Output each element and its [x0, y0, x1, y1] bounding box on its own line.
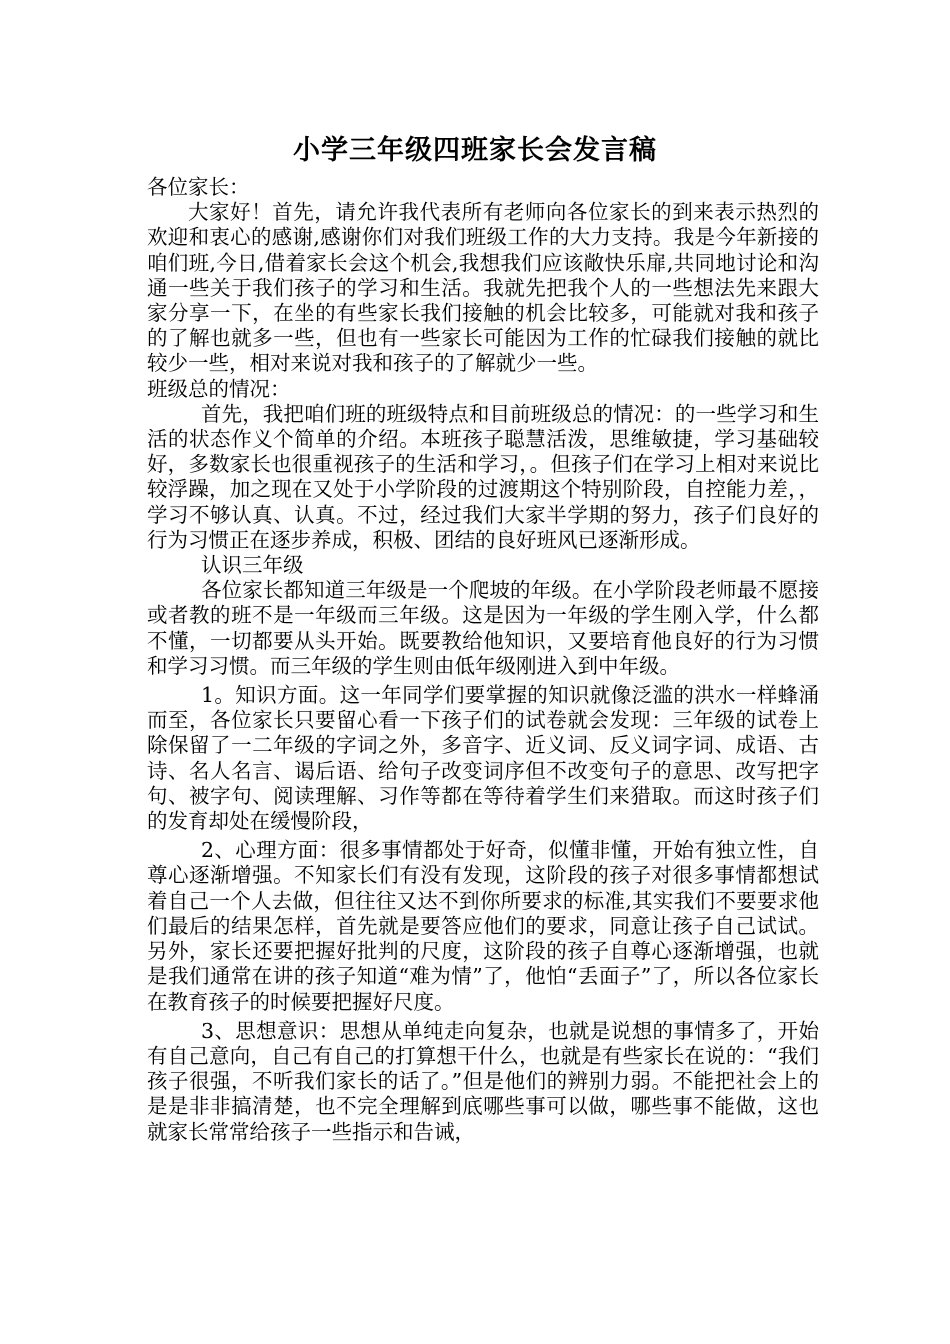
class-overview-paragraph: 首先，我把咱们班的班级特点和目前班级总的情况：的一些学习和生活的状态作义个简单的介绍。本班孩子聪慧活泼，思维敏捷，学习基础较好，多数家长也很重视孩子的生活和学习，。但孩子们在学习上相对来说比较浮躁，加之现在又处于小学阶段的过渡期这个特别阶段，自控能力差，，学习不够认真、认真。不过，经过我们大家半学期的努力，孩子们良好的行为习惯正在逐步养成，积极、团结的良好班风已逐渐形成。	[147, 401, 819, 552]
point-thinking: 3、思想意识：思想从单纯走向复杂，也就是说想的事情多了，开始有自己意向，自己有自己的打算想干什么，也就是有些家长在说的：“我们孩子很强，不听我们家长的话了。”但是他们的辨别力弱。不能把社会上的是是非非搞清楚，也不完全理解到底哪些事可以做，哪些事不能做，这也就家长常常给孩子一些指示和告诫，	[147, 1018, 819, 1144]
document-body	[147, 175, 819, 1145]
section-heading-class-overview: 班级总的情况：	[147, 376, 291, 401]
salutation: 各位家长：	[147, 175, 250, 199]
section-heading-grade-three: 认识三年级	[201, 553, 304, 578]
grade-three-paragraph: 各位家长都知道三年级是一个爬坡的年级。在小学阶段老师最不愿接或者教的班不是一年级而三年级。这是因为一年级的学生刚入学，什么都不懂，一切都要从头开始。既要教给他知识，又要培育他良好的行为习惯和学习习惯。而三年级的学生则由低年级刚进入到中年级。	[147, 578, 819, 678]
point-knowledge: 1。知识方面。这一年同学们要掌握的知识就像泛滥的洪水一样蜂涌而至，各位家长只要留心看一下孩子们的试卷就会发现：三年级的试卷上除保留了一二年级的字词之外，多音字、近义词、反义词字词、成语、古诗、名人名言、谒后语、给句子改变词序但不改变句子的意思、改写把字句、被字句、阅读理解、习作等都在等待着学生们来猎取。而这时孩子们的发育却处在缓慢阶段，	[147, 683, 819, 834]
page-title: 小学三年级四班家长会发言稿	[293, 135, 657, 166]
point-psychology: 2、心理方面：很多事情都处于好奇，似懂非懂，开始有独立性，自尊心逐渐增强。不知家长们有没有发现，这阶段的孩子对很多事情都想试着自己一个人去做，但往往又达不到你所要求的标准,其实我们不要要求他们最后的结果怎样，首先就是要答应他们的要求，同意让孩子自己试试。另外，家长还要把握好批判的尺度，这阶段的孩子自尊心逐渐增强，也就是我们通常在讲的孩子知道“难为情”了，他怕“丢面子”了，所以各位家长在教育孩子的时候要把握好尺度。	[147, 838, 819, 1014]
greeting-paragraph: 大家好！首先，请允许我代表所有老师向各位家长的到来表示热烈的欢迎和衷心的感谢,感谢你们对我们班级工作的大力支持。我是今年新接的咱们班,今日,借着家长会这个机会,我想我们应该敞快乐扉,共同地讨论和沟通一些关于我们孩子的学习和生活。我就先把我个人的一些想法先来跟大家分享一下，在坐的有些家长我们接触的机会比较多，可能就对我和孩子的了解也就多一些，但也有一些家长可能因为工作的忙碌我们接触的就比较少一些，相对来说对我和孩子的了解就少一些。	[147, 200, 819, 376]
